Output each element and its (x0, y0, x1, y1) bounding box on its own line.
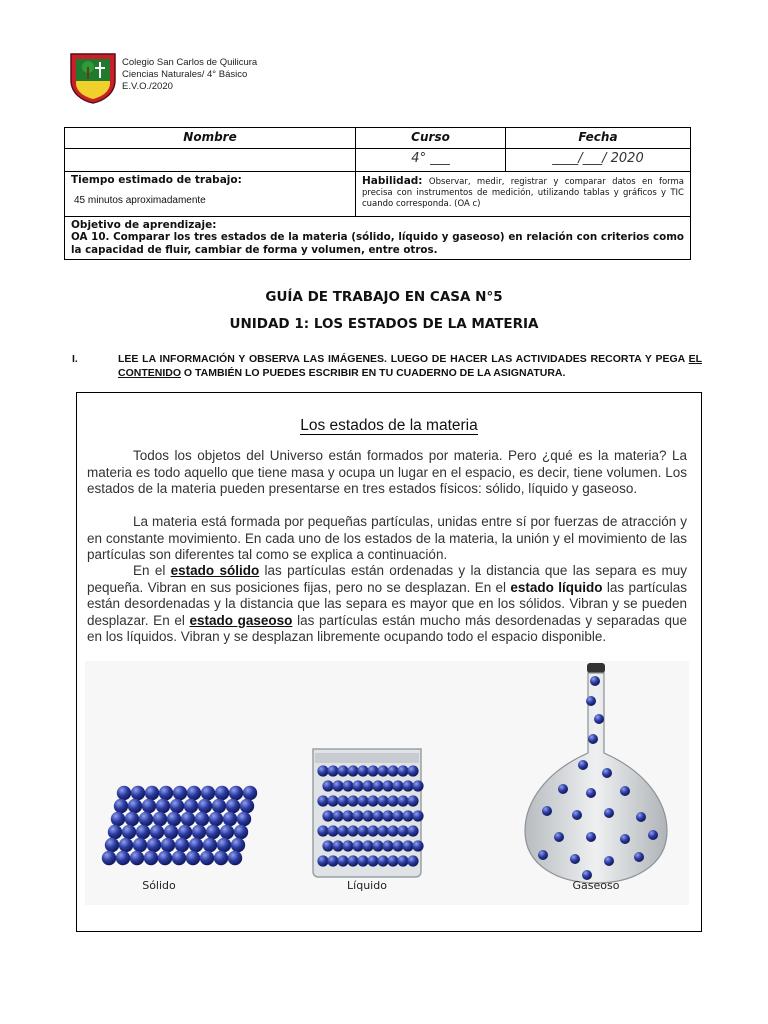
objetivo-cell (65, 217, 691, 260)
unit-title: UNIDAD 1: LOS ESTADOS DE LA MATERIA (229, 316, 539, 332)
document-code: E.V.O./2020 (122, 81, 173, 92)
curso-header: Curso (356, 128, 506, 149)
instruction (72, 352, 702, 380)
particle (317, 795, 328, 806)
particle (412, 780, 423, 791)
particle (397, 765, 408, 776)
content-title (77, 417, 701, 435)
particle (392, 780, 403, 791)
particle (192, 825, 206, 839)
particle (377, 765, 388, 776)
particle (402, 840, 413, 851)
particle (337, 855, 348, 866)
particle (402, 810, 413, 821)
particle (102, 851, 116, 865)
p3-d: las partículas están mucho más desordenadas y separadas que en los líquidos. Vibran y se desplazan libremente ocupando todo el espacio disponible. (87, 612, 687, 645)
particle (237, 812, 251, 826)
particle (412, 840, 423, 851)
particle (114, 799, 128, 813)
particle (243, 786, 257, 800)
curso-field[interactable]: 4° ___ (356, 149, 506, 172)
particle (636, 812, 646, 822)
particle (195, 812, 209, 826)
tiempo-label: Tiempo estimado de trabajo: (71, 174, 242, 186)
estado-solido: estado sólido (170, 563, 260, 578)
particle (337, 795, 348, 806)
instruction-underlined: EL CONTENIDO (118, 353, 702, 379)
fecha-header: Fecha (506, 128, 691, 149)
particle (139, 812, 153, 826)
particle (184, 799, 198, 813)
particle (332, 780, 343, 791)
particle (322, 780, 333, 791)
particle (367, 855, 378, 866)
particle (377, 855, 388, 866)
particle (170, 799, 184, 813)
particle (648, 830, 658, 840)
particle (206, 825, 220, 839)
particle (387, 765, 398, 776)
particle (382, 780, 393, 791)
particle (558, 784, 568, 794)
particle (347, 795, 358, 806)
school-header (122, 57, 257, 93)
nombre-header: Nombre (65, 128, 356, 149)
guide-title: GUÍA DE TRABAJO EN CASA N°5 (265, 289, 503, 305)
p3-c: las partículas están desordenadas y la distancia que las separa es mayor que en los sólidos. Vibran y se pueden desplazar. En el (87, 579, 687, 628)
particle (357, 825, 368, 836)
particle (158, 851, 172, 865)
particle (542, 806, 552, 816)
liquid-label: Líquido (347, 879, 387, 892)
particle (181, 812, 195, 826)
particle (159, 786, 173, 800)
particle (145, 786, 159, 800)
nombre-field[interactable] (65, 149, 356, 172)
particle (223, 812, 237, 826)
particle (620, 786, 630, 796)
particle (382, 840, 393, 851)
particle (167, 812, 181, 826)
particle (367, 795, 378, 806)
content-box (76, 392, 702, 932)
particle (187, 786, 201, 800)
particle (327, 795, 338, 806)
particle (322, 810, 333, 821)
particle (367, 825, 378, 836)
particle (189, 838, 203, 852)
habilidad-cell (356, 172, 691, 217)
particle (150, 825, 164, 839)
particle (392, 840, 403, 851)
particle (153, 812, 167, 826)
particle (117, 786, 131, 800)
states-of-matter-illustration (85, 661, 689, 905)
particle (397, 795, 408, 806)
particle (342, 840, 353, 851)
particle (209, 812, 223, 826)
particle (367, 765, 378, 776)
habilidad-text: Observar, medir, registrar y comparar datos en forma precisa con instrumentos de medición, utilizando tablas y gráficos y TIC cuando corresponda. (OA c) (362, 177, 685, 209)
student-info-table (64, 127, 691, 260)
particle (322, 840, 333, 851)
particle (586, 788, 596, 798)
estado-liquido: estado líquido (510, 579, 603, 595)
objetivo-text: OA 10. Comparar los tres estados de la materia (sólido, líquido y gaseoso) en relación con criterios como la capacidad de fluir, cambiar de forma y volumen, entre otros. (71, 231, 684, 256)
particle (215, 786, 229, 800)
particle (108, 825, 122, 839)
particle (228, 851, 242, 865)
particle (175, 838, 189, 852)
particle (372, 780, 383, 791)
particle (590, 676, 600, 686)
particle (111, 812, 125, 826)
particle (352, 780, 363, 791)
gas-label: Gaseoso (572, 879, 620, 892)
instruction-number: I. (72, 353, 78, 365)
particle (377, 795, 388, 806)
particle (554, 832, 564, 842)
fecha-field[interactable]: ____/___/ 2020 (506, 149, 691, 172)
particle (387, 825, 398, 836)
particle (604, 808, 614, 818)
particle (347, 765, 358, 776)
particle (572, 810, 582, 820)
particle (122, 825, 136, 839)
particle (327, 855, 338, 866)
particle (357, 795, 368, 806)
p3-b: las partículas están ordenadas y la distancia que las separa es muy pequeña. Vibran en sus posiciones fijas, pero no se desplazan. En el (87, 563, 687, 595)
particle (604, 856, 614, 866)
particle (392, 810, 403, 821)
particle (357, 855, 368, 866)
particle (317, 855, 328, 866)
particle (327, 765, 338, 776)
particle (352, 810, 363, 821)
particle (342, 810, 353, 821)
particle (201, 786, 215, 800)
particle (347, 855, 358, 866)
particle (178, 825, 192, 839)
particle (634, 852, 644, 862)
particle (116, 851, 130, 865)
particle (240, 799, 254, 813)
particle (125, 812, 139, 826)
particle (362, 780, 373, 791)
particle (226, 799, 240, 813)
particle (412, 810, 423, 821)
particle (397, 855, 408, 866)
instruction-part2: O TAMBIÉN LO PUEDES ESCRIBIR EN TU CUADERNO DE LA ASIGNATURA. (181, 367, 566, 379)
subject-line: Ciencias Naturales/ 4° Básico (122, 69, 248, 80)
paragraph-3 (87, 563, 687, 646)
tiempo-value: 45 minutos aproximadamente (74, 195, 206, 206)
paragraph-1: Todos los objetos del Universo están formados por materia. Pero ¿qué es la materia? La materia es todo aquello que tiene masa y ocupa un lugar en el espacio, es decir, tiene volumen. Los estados de la materia pueden presentarse en tres estados físicos: sólido, líquido y gaseoso. (87, 448, 687, 497)
particle (161, 838, 175, 852)
particle (133, 838, 147, 852)
particle (372, 810, 383, 821)
particle (337, 825, 348, 836)
particle (136, 825, 150, 839)
paragraph-2: La materia está formada por pequeñas partículas, unidas entre sí por fuerzas de atracción y en constante movimiento. En cada uno de los estados de la materia, la unión y el movimiento de las partículas son diferentes tal como se explica a continuación. (87, 514, 687, 563)
particle (407, 765, 418, 776)
particle (352, 840, 363, 851)
particle (231, 838, 245, 852)
particle (362, 840, 373, 851)
particle (407, 825, 418, 836)
particle (357, 765, 368, 776)
tiempo-cell (65, 172, 356, 217)
particle (198, 799, 212, 813)
particle (372, 840, 383, 851)
objetivo-label: Objetivo de aprendizaje: (71, 219, 217, 231)
particle (347, 825, 358, 836)
particle (186, 851, 200, 865)
particle (377, 825, 388, 836)
particle (602, 768, 612, 778)
particle (142, 799, 156, 813)
particle (147, 838, 161, 852)
particle (200, 851, 214, 865)
instruction-part1: LEE LA INFORMACIÓN Y OBSERVA LAS IMÁGENES. LUEGO DE HACER LAS ACTIVIDADES RECORTA Y PEGA (118, 353, 689, 365)
particle (594, 714, 604, 724)
particle (407, 855, 418, 866)
particle (407, 795, 418, 806)
school-crest-icon (68, 50, 118, 104)
particle (229, 786, 243, 800)
particle (382, 810, 393, 821)
particle (203, 838, 217, 852)
particle (362, 810, 373, 821)
solid-label: Sólido (142, 879, 176, 892)
particle (538, 850, 548, 860)
particle (402, 780, 413, 791)
particle (212, 799, 226, 813)
particle (342, 780, 353, 791)
particle (105, 838, 119, 852)
particle (586, 832, 596, 842)
p3-a: En el (133, 563, 171, 578)
particle (164, 825, 178, 839)
particle (317, 765, 328, 776)
particle (586, 696, 596, 706)
particle (327, 825, 338, 836)
content-title-text: Los estados de la materia (300, 417, 478, 434)
particle (119, 838, 133, 852)
particle (144, 851, 158, 865)
particle (332, 810, 343, 821)
particle (387, 855, 398, 866)
particle (217, 838, 231, 852)
particle (131, 786, 145, 800)
particle (317, 825, 328, 836)
habilidad-label: Habilidad: (362, 175, 423, 187)
particle (220, 825, 234, 839)
particle (172, 851, 186, 865)
particle (156, 799, 170, 813)
particle (128, 799, 142, 813)
particle (588, 734, 598, 744)
school-name: Colegio San Carlos de Quilicura (122, 57, 258, 68)
particle (570, 854, 580, 864)
particle (578, 760, 588, 770)
particle (173, 786, 187, 800)
particle (337, 765, 348, 776)
estado-gaseoso: estado gaseoso (189, 612, 293, 628)
particle (234, 825, 248, 839)
particle (130, 851, 144, 865)
particle (387, 795, 398, 806)
particle (397, 825, 408, 836)
particle (620, 834, 630, 844)
particle (332, 840, 343, 851)
particle (214, 851, 228, 865)
